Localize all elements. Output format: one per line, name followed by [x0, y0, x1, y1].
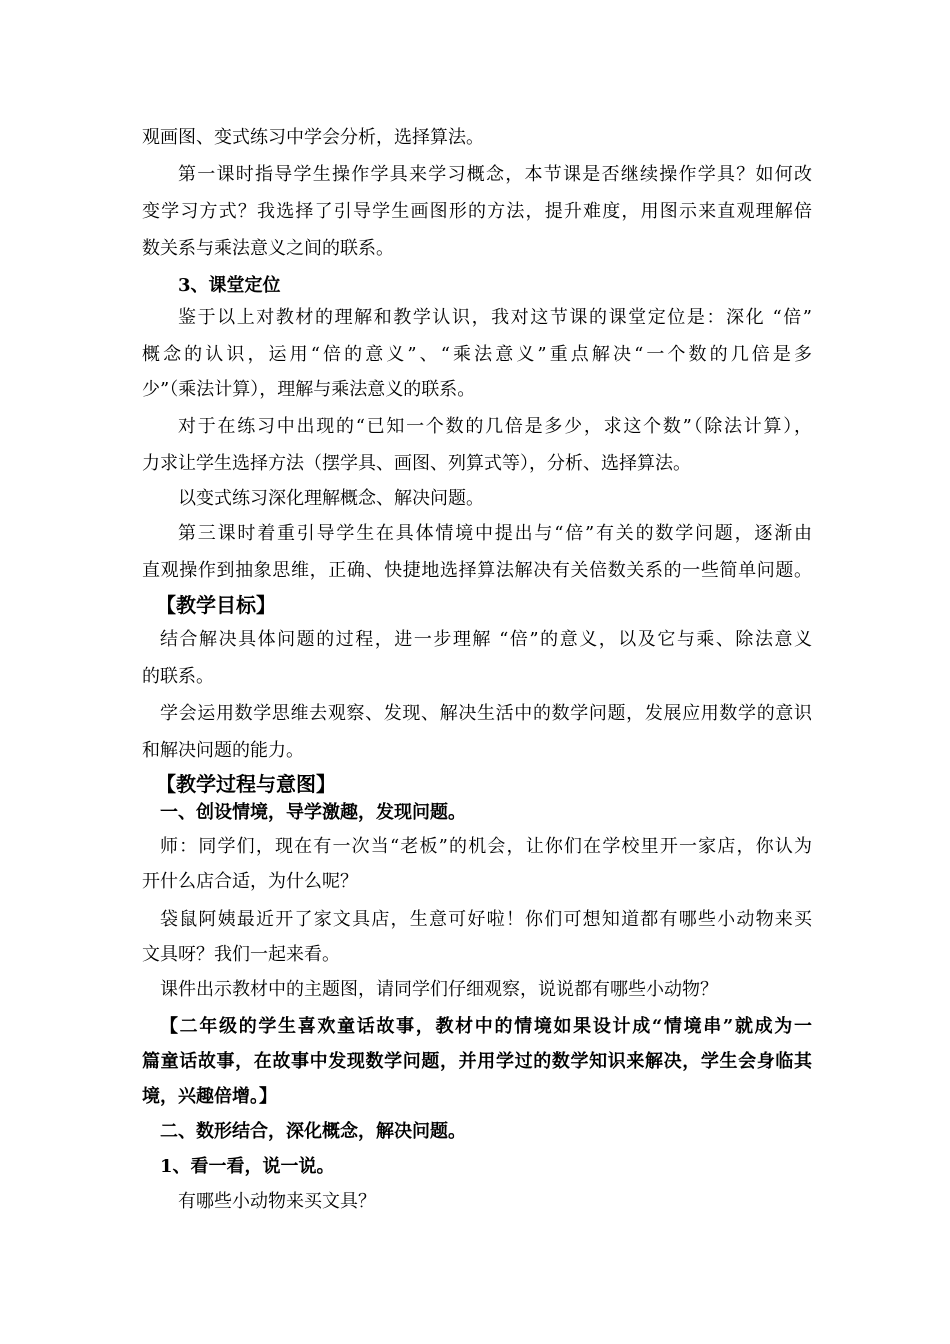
text-line: 第一课时指导学生操作学具来学习概念，本节课是否继续操作学具？如何改 — [178, 164, 812, 185]
text-line: 学会运用数学思维去观察、发现、解决生活中的数学问题，发展应用数学的意识 — [160, 703, 812, 724]
text-line: 直观操作到抽象思维，正确、快捷地选择算法解决有关倍数关系的一些简单问题。 — [142, 560, 812, 581]
text-line: 第三课时着重引导学生在具体情境中提出与“倍”有关的数学问题，逐渐由 — [178, 523, 812, 544]
text-line: 力求让学生选择方法（摆学具、画图、列算式等），分析、选择算法。 — [142, 453, 691, 474]
text-line: 开什么店合适，为什么呢？ — [142, 871, 358, 892]
section-heading: 3、课堂定位 — [178, 275, 281, 296]
text-line: 少”（乘法计算），理解与乘法意义的联系。 — [142, 379, 476, 400]
section-title-teaching-process: 【教学过程与意图】 — [156, 772, 336, 796]
text-line: 概念的认识，运用“倍的意义”、“乘法意义”重点解决“一个数的几倍是多 — [142, 344, 812, 365]
text-line: 师：同学们，现在有一次当“老板”的机会，让你们在学校里开一家店，你认为 — [160, 836, 812, 857]
text-line: 的联系。 — [142, 666, 214, 687]
section-heading: 一、创设情境，导学激趣，发现问题。 — [160, 802, 466, 823]
text-line: 以变式练习深化理解概念、解决问题。 — [178, 488, 484, 509]
text-line: 袋鼠阿姨最近开了家文具店，生意可好啦！你们可想知道都有哪些小动物来买 — [160, 909, 812, 930]
text-line: 结合解决具体问题的过程，进一步理解 “倍”的意义，以及它与乘、除法意义 — [160, 629, 812, 650]
note-line: 境，兴趣倍增。】 — [142, 1086, 277, 1107]
text-line: 文具呀？我们一起来看。 — [142, 944, 340, 965]
text-line: 观画图、变式练习中学会分析，选择算法。 — [142, 127, 484, 148]
text-line: 课件出示教材中的主题图，请同学们仔细观察，说说都有哪些小动物？ — [160, 979, 718, 1000]
text-line: 变学习方式？我选择了引导学生画图形的方法，提升难度，用图示来直观理解倍 — [142, 201, 812, 222]
section-heading: 二、数形结合，深化概念，解决问题。 — [160, 1121, 466, 1142]
note-line: 【二年级的学生喜欢童话故事，教材中的情境如果设计成“情境串”就成为一 — [160, 1016, 812, 1037]
text-line: 鉴于以上对教材的理解和教学认识，我对这节课的课堂定位是：深化 “倍” — [178, 307, 812, 328]
text-line: 对于在练习中出现的“已知一个数的几倍是多少，求这个数”（除法计算）， — [178, 416, 812, 437]
text-line: 数关系与乘法意义之间的联系。 — [142, 238, 394, 259]
note-line: 篇童话故事，在故事中发现数学问题，并用学过的数学知识来解决，学生会身临其 — [142, 1051, 812, 1072]
section-title-teaching-goals: 【教学目标】 — [156, 593, 276, 617]
text-line: 和解决问题的能力。 — [142, 740, 304, 761]
subsection-heading: 1、看一看，说一说。 — [160, 1156, 335, 1177]
text-line: 有哪些小动物来买文具？ — [178, 1191, 376, 1212]
